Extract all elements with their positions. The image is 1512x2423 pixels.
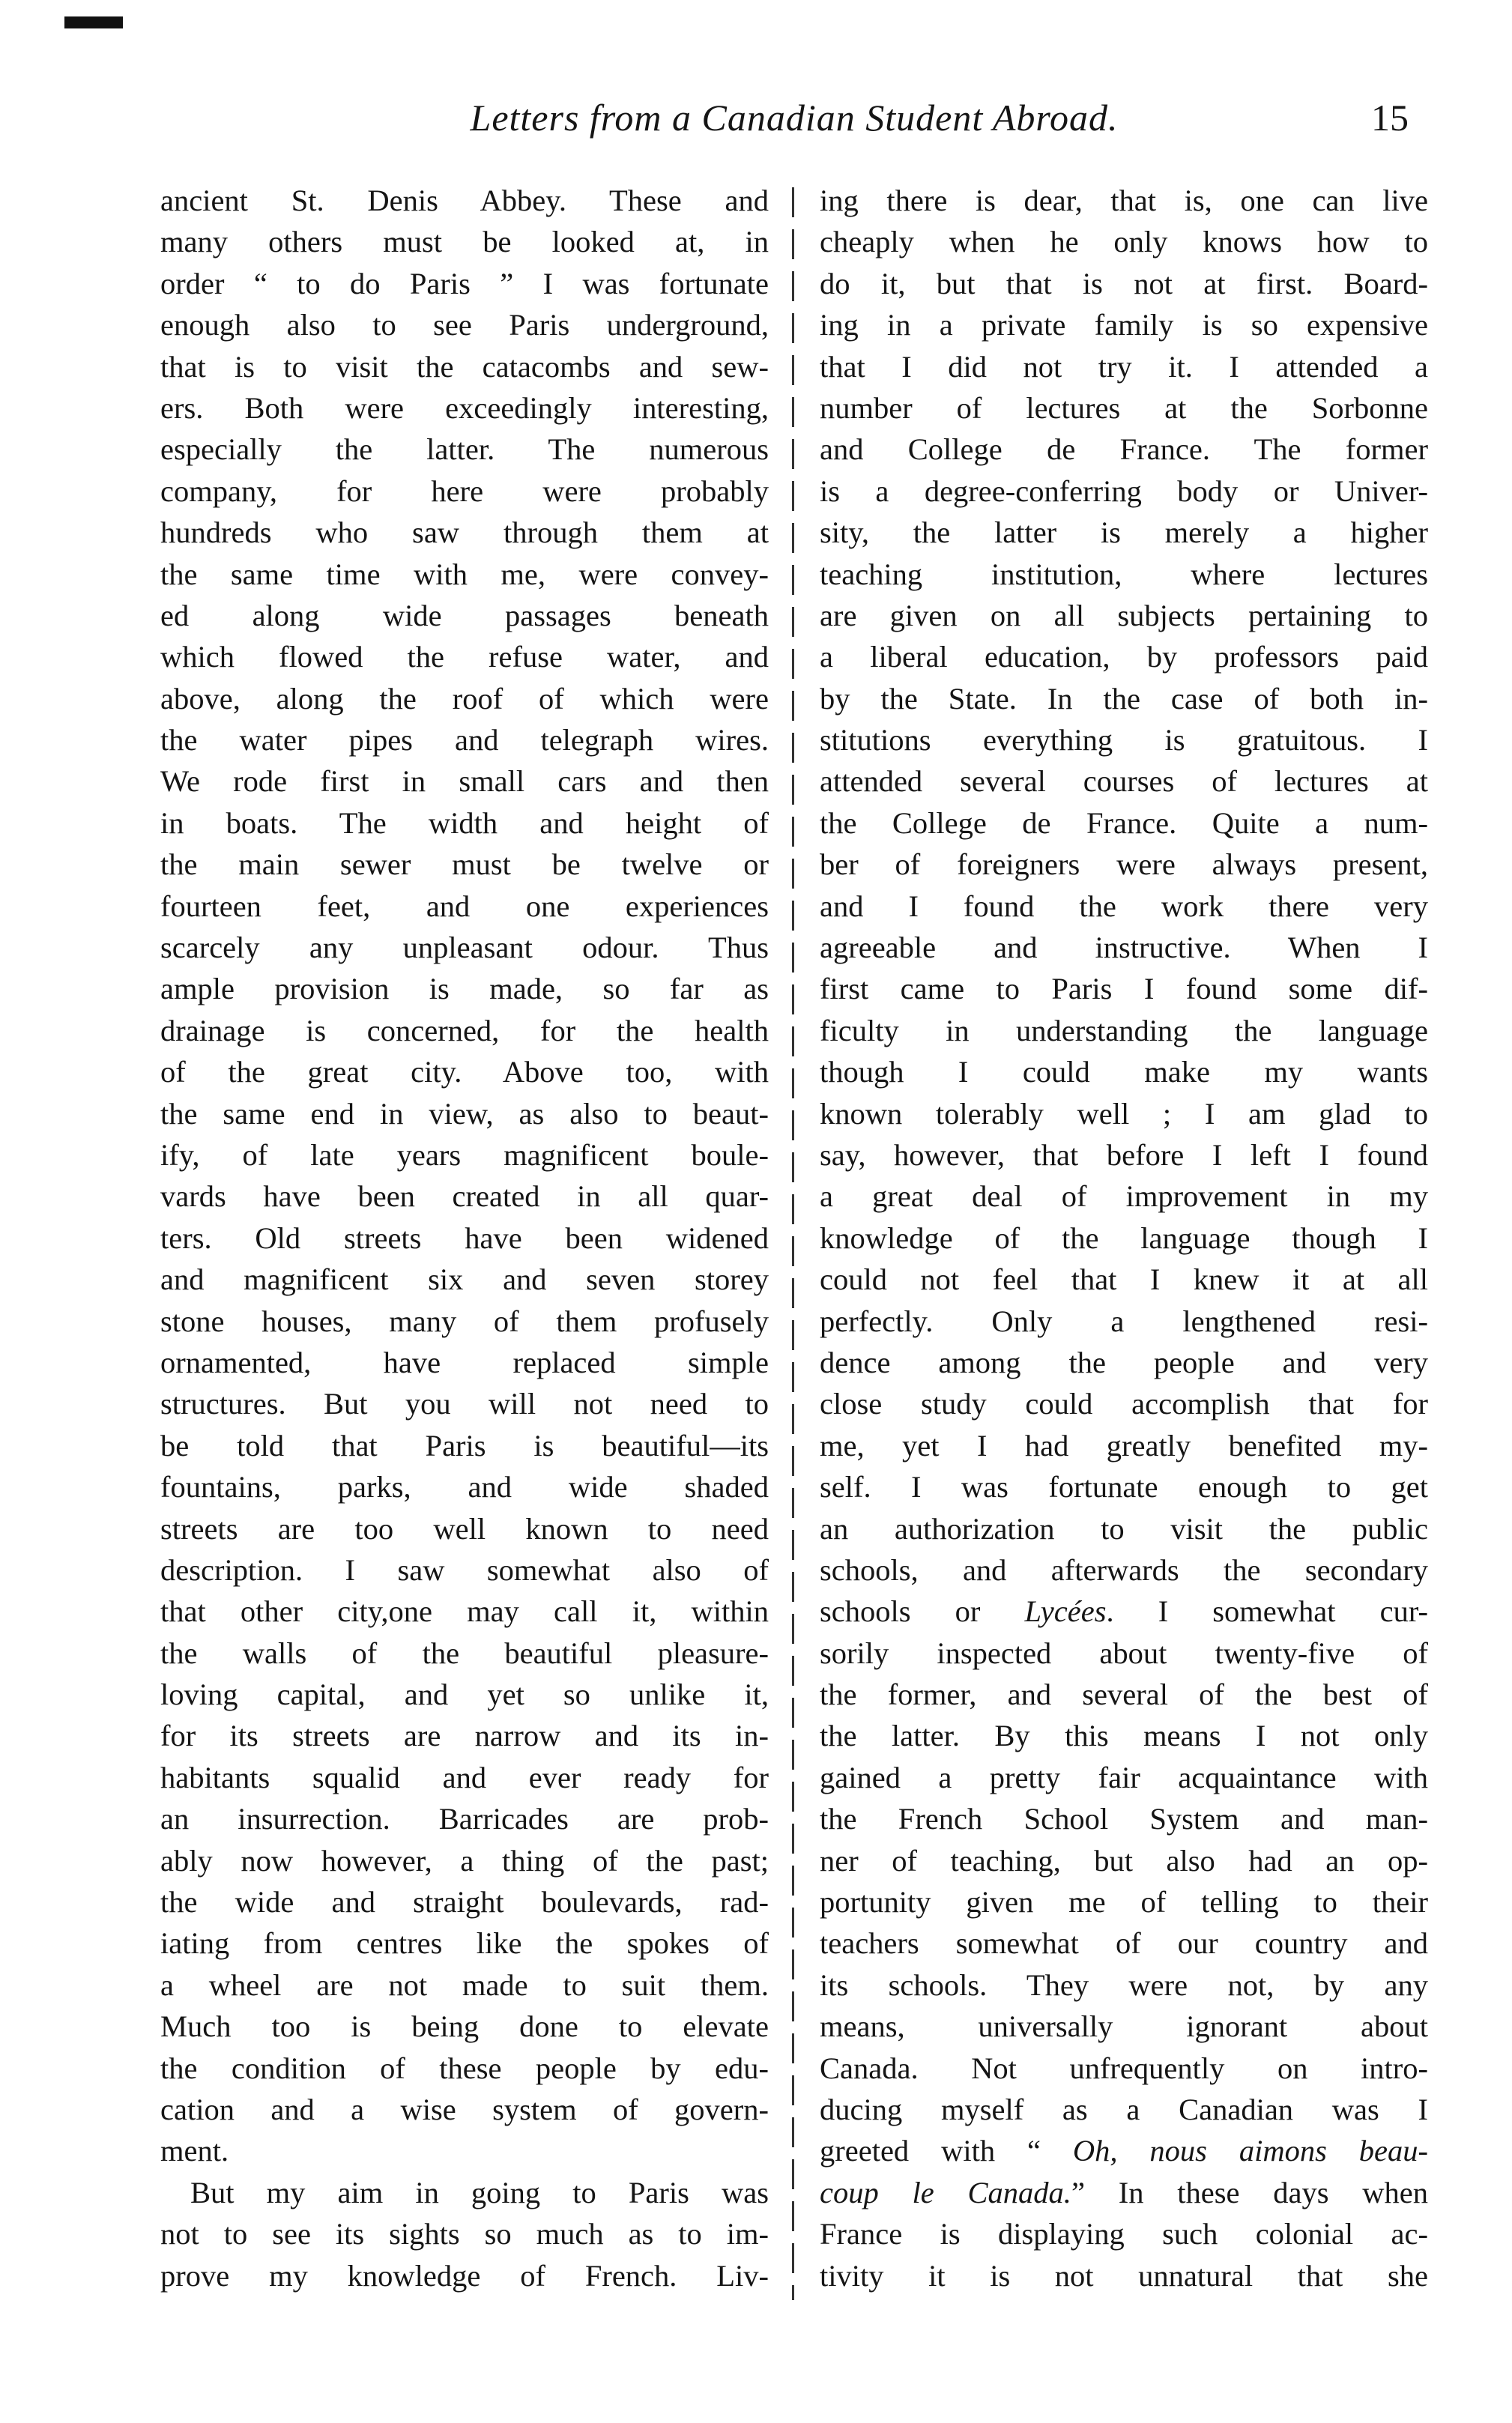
text-line: the walls of the beautiful pleasure-: [160, 1636, 769, 1670]
text-line: by the State. In the case of both in-: [820, 681, 1428, 716]
text-line: ment.: [160, 2134, 229, 2168]
text-line: fountains, parks, and wide shaded: [160, 1470, 769, 1504]
text-line: do it, but that is not at first. Board-: [820, 266, 1428, 300]
text-line: ably now however, a thing of the past;: [160, 1843, 769, 1878]
text-line: perfectly. Only a lengthened resi-: [820, 1304, 1428, 1338]
text-line: is a degree-conferring body or Univer-: [820, 474, 1428, 508]
text-line: tivity it is not unnatural that she: [820, 2258, 1428, 2293]
text-line: ner of teaching, but also had an op-: [820, 1843, 1428, 1878]
text-line: sity, the latter is merely a higher: [820, 515, 1428, 550]
text-line: coup le Canada.” In these days when: [820, 2175, 1429, 2209]
text-line: structures. But you will not need to: [160, 1387, 769, 1421]
text-line: the College de France. Quite a num-: [820, 805, 1428, 840]
text-line: the wide and straight boulevards, rad-: [160, 1885, 769, 1920]
text-line: of the great city. Above too, with: [160, 1055, 769, 1089]
text-line: attended several courses of lectures at: [820, 764, 1428, 799]
text-line: known tolerably well ; I am glad to: [820, 1096, 1428, 1131]
text-line: schools, and afterwards the secondary: [820, 1552, 1428, 1587]
text-line: though I could make my wants: [820, 1055, 1428, 1089]
text-line: ample provision is made, so far as: [160, 972, 769, 1006]
text-line: drainage is concerned, for the health: [160, 1013, 769, 1047]
text-line: We rode first in small cars and then: [160, 764, 769, 799]
text-line: in boats. The width and height of: [160, 805, 769, 840]
text-line: hundreds who saw through them at: [160, 515, 769, 550]
text-line: greeted with “ Oh, nous aimons beau-: [820, 2134, 1428, 2168]
text-line: teaching institution, where lectures: [820, 557, 1428, 591]
text-line: ed along wide passages beneath: [160, 598, 769, 632]
text-line: loving capital, and yet so unlike it,: [160, 1678, 769, 1712]
text-line: for its streets are narrow and its in-: [160, 1719, 769, 1753]
text-line: the water pipes and telegraph wires.: [160, 723, 769, 757]
text-line: sorily inspected about twenty-five of: [820, 1636, 1428, 1670]
text-line: the French School System and man-: [820, 1802, 1428, 1836]
text-line: say, however, that before I left I found: [820, 1137, 1428, 1172]
text-line: a liberal education, by professors paid: [820, 640, 1428, 674]
text-line: and magnificent six and seven storey: [160, 1262, 769, 1297]
text-line: But my aim in going to Paris was: [190, 2175, 769, 2209]
text-line: ficulty in understanding the language: [820, 1013, 1428, 1047]
text-line: a wheel are not made to suit them.: [160, 1967, 769, 2002]
text-line: agreeable and instructive. When I: [820, 931, 1428, 965]
text-line: many others must be looked at, in: [160, 225, 769, 259]
text-line: ornamented, have replaced simple: [160, 1345, 769, 1379]
text-line: ancient St. Denis Abbey. These and: [160, 184, 769, 217]
text-line: Canada. Not unfrequently on intro-: [820, 2051, 1428, 2085]
text-line: and I found the work there very: [820, 889, 1428, 923]
text-line: ify, of late years magnificent boule-: [160, 1137, 769, 1172]
text-line: scarcely any unpleasant odour. Thus: [160, 931, 769, 965]
text-line: first came to Paris I found some dif-: [820, 972, 1428, 1006]
text-line: stitutions everything is gratuitous. I: [820, 723, 1428, 757]
text-line: are given on all subjects pertaining to: [820, 598, 1428, 632]
text-line: vards have been created in all quar-: [160, 1179, 769, 1214]
text-line: the latter. By this means I not only: [820, 1719, 1428, 1753]
text-line: France is displaying such colonial ac-: [820, 2217, 1428, 2251]
text-line: streets are too well known to need: [160, 1511, 769, 1546]
text-line: gained a pretty fair acquaintance with: [820, 1760, 1428, 1794]
text-line: close study could accomplish that for: [820, 1387, 1428, 1421]
text-line: description. I saw somewhat also of: [160, 1552, 769, 1587]
text-line: fourteen feet, and one experiences: [160, 889, 769, 923]
left-text-column: [160, 180, 769, 2296]
text-line: ers. Both were exceedingly interesting,: [160, 390, 769, 425]
text-line: a great deal of improvement in my: [820, 1179, 1428, 1214]
text-line: could not feel that I knew it at all: [820, 1262, 1428, 1297]
page-number: 15: [1371, 97, 1409, 139]
text-line: means, universally ignorant about: [820, 2009, 1428, 2044]
text-line: iating from centres like the spokes of: [160, 1926, 769, 1961]
text-line: cation and a wise system of govern-: [160, 2092, 769, 2126]
text-line: above, along the roof of which were: [160, 681, 769, 716]
text-line: prove my knowledge of French. Liv-: [160, 2258, 769, 2293]
text-line: and College de France. The former: [820, 432, 1428, 467]
text-line: not to see its sights so much as to im-: [160, 2217, 769, 2251]
text-line: the former, and several of the best of: [820, 1678, 1428, 1712]
text-line: schools or Lycées. I somewhat cur-: [820, 1594, 1428, 1629]
text-line: ber of foreigners were always present,: [820, 847, 1428, 882]
text-line: number of lectures at the Sorbonne: [820, 390, 1428, 425]
text-line: the same end in view, as also to beaut-: [160, 1096, 769, 1131]
text-line: especially the latter. The numerous: [160, 432, 769, 467]
text-line: teachers somewhat of our country and: [820, 1926, 1428, 1961]
text-line: company, for here were probably: [160, 474, 769, 508]
text-line: Much too is being done to elevate: [160, 2009, 769, 2044]
text-line: the same time with me, were convey-: [160, 557, 769, 591]
text-line: stone houses, many of them profusely: [160, 1304, 769, 1338]
text-line: ters. Old streets have been widened: [160, 1220, 769, 1255]
text-line: the main sewer must be twelve or: [160, 847, 769, 882]
text-line: its schools. They were not, by any: [820, 1967, 1428, 2002]
text-line: be told that Paris is beautiful—its: [160, 1428, 769, 1462]
text-line: that is to visit the catacombs and sew-: [160, 349, 769, 384]
print-corner-mark: [64, 16, 123, 28]
text-line: ing in a private family is so expensive: [820, 308, 1428, 342]
text-line: order “ to do Paris ” I was fortunate: [160, 266, 769, 300]
text-line: ing there is dear, that is, one can live: [820, 184, 1428, 217]
text-line: self. I was fortunate enough to get: [820, 1470, 1428, 1504]
text-line: enough also to see Paris underground,: [160, 308, 769, 342]
text-line: that other city,one may call it, within: [160, 1594, 769, 1629]
column-divider: [792, 187, 794, 2300]
text-line: me, yet I had greatly benefited my-: [820, 1428, 1428, 1462]
text-line: knowledge of the language though I: [820, 1220, 1428, 1255]
text-line: an insurrection. Barricades are prob-: [160, 1802, 769, 1836]
text-line: habitants squalid and ever ready for: [160, 1760, 769, 1794]
text-line: dence among the people and very: [820, 1345, 1428, 1379]
running-head: Letters from a Canadian Student Abroad.: [470, 97, 1119, 139]
text-line: portunity given me of telling to their: [820, 1885, 1428, 1920]
right-text-column: [820, 180, 1428, 2296]
text-line: which flowed the refuse water, and: [160, 640, 769, 674]
text-line: that I did not try it. I attended a: [820, 349, 1428, 384]
text-line: cheaply when he only knows how to: [820, 225, 1428, 259]
text-line: an authorization to visit the public: [820, 1511, 1428, 1546]
text-line: ducing myself as a Canadian was I: [820, 2092, 1428, 2126]
text-line: the condition of these people by edu-: [160, 2051, 769, 2085]
